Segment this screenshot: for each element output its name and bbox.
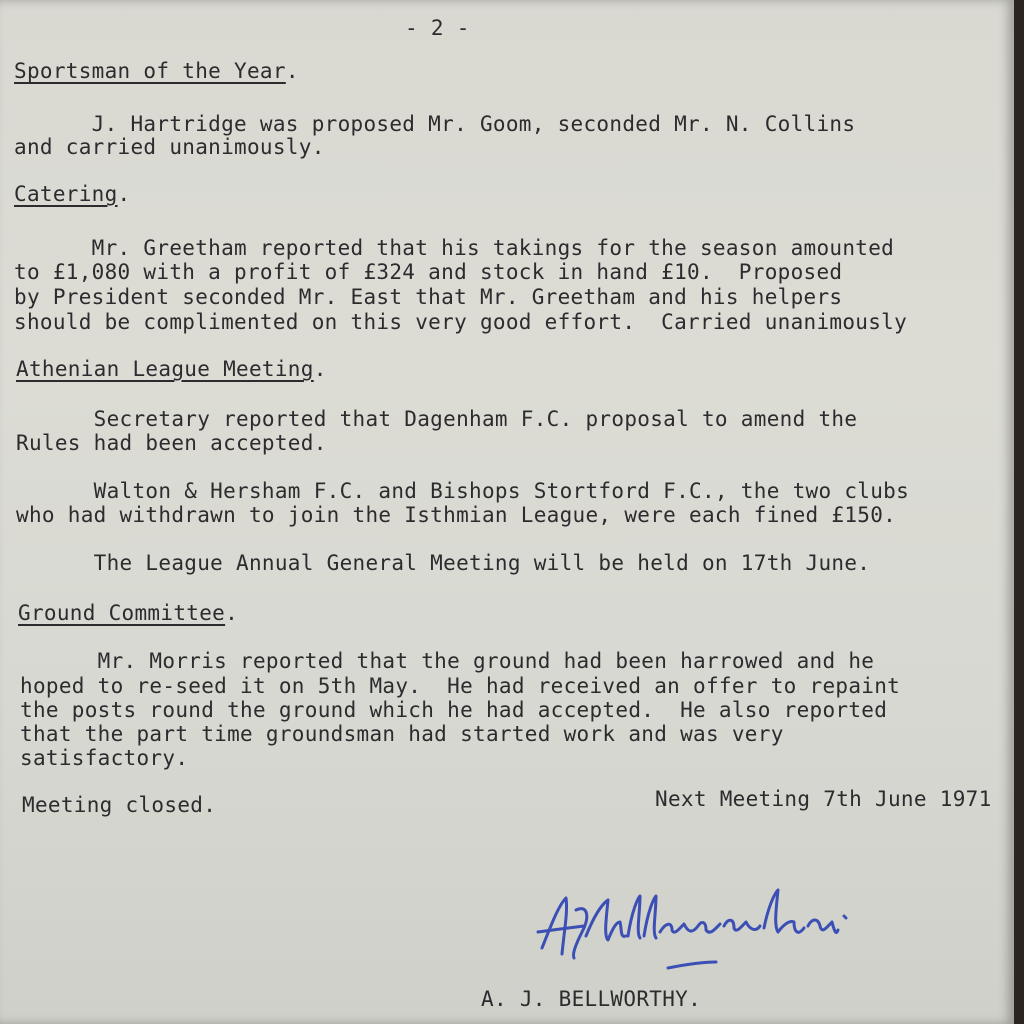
paragraph-line: hoped to re-seed it on 5th May. He had received an offer to repaint <box>20 674 901 698</box>
paragraph-line: Mr. Morris reported that the ground had been harrowed and he <box>20 649 875 673</box>
paragraph-line: who had withdrawn to join the Isthmian League, were each fined £150. <box>16 503 897 527</box>
paragraph-line: The League Annual General Meeting will be held on 17th June. <box>16 551 871 575</box>
paragraph-line: the posts round the ground which he had accepted. He also reported <box>20 698 888 722</box>
section-heading-ground-committee: Ground Committee. <box>18 601 239 625</box>
paragraph-line: should be complimented on this very good effort. Carried unanimously <box>14 310 908 334</box>
page-number: - 2 - <box>405 16 470 40</box>
section-heading-catering: Catering. <box>14 182 131 206</box>
handwritten-signature <box>528 870 858 980</box>
paragraph-line: and carried unanimously. <box>14 135 325 159</box>
signatory-name: A. J. BELLWORTHY. <box>481 987 702 1011</box>
paragraph-line: Mr. Greetham reported that his takings for the season amounted <box>14 236 895 260</box>
section-heading-athenian-league: Athenian League Meeting. <box>16 357 327 381</box>
section-heading-sportsman: Sportsman of the Year. <box>14 59 299 83</box>
paragraph-line: to £1,080 with a profit of £324 and stock in hand £10. Proposed <box>14 260 843 284</box>
page-edge-shadow <box>1014 0 1024 1024</box>
paragraph-line: by President seconded Mr. East that Mr. Greetham and his helpers <box>14 285 843 309</box>
paragraph-line: that the part time groundsman had started work and was very <box>20 722 784 746</box>
meeting-closed-text: Meeting closed. <box>22 793 217 817</box>
paragraph-line: J. Hartridge was proposed Mr. Goom, seconded Mr. N. Collins <box>14 112 856 136</box>
paragraph-line: satisfactory. <box>20 746 189 770</box>
next-meeting-text: Next Meeting 7th June 1971 <box>655 787 992 811</box>
paragraph-line: Secretary reported that Dagenham F.C. proposal to amend the <box>16 407 858 431</box>
paragraph-line: Rules had been accepted. <box>16 431 327 455</box>
paragraph-line: Walton & Hersham F.C. and Bishops Stortford F.C., the two clubs <box>16 479 910 503</box>
